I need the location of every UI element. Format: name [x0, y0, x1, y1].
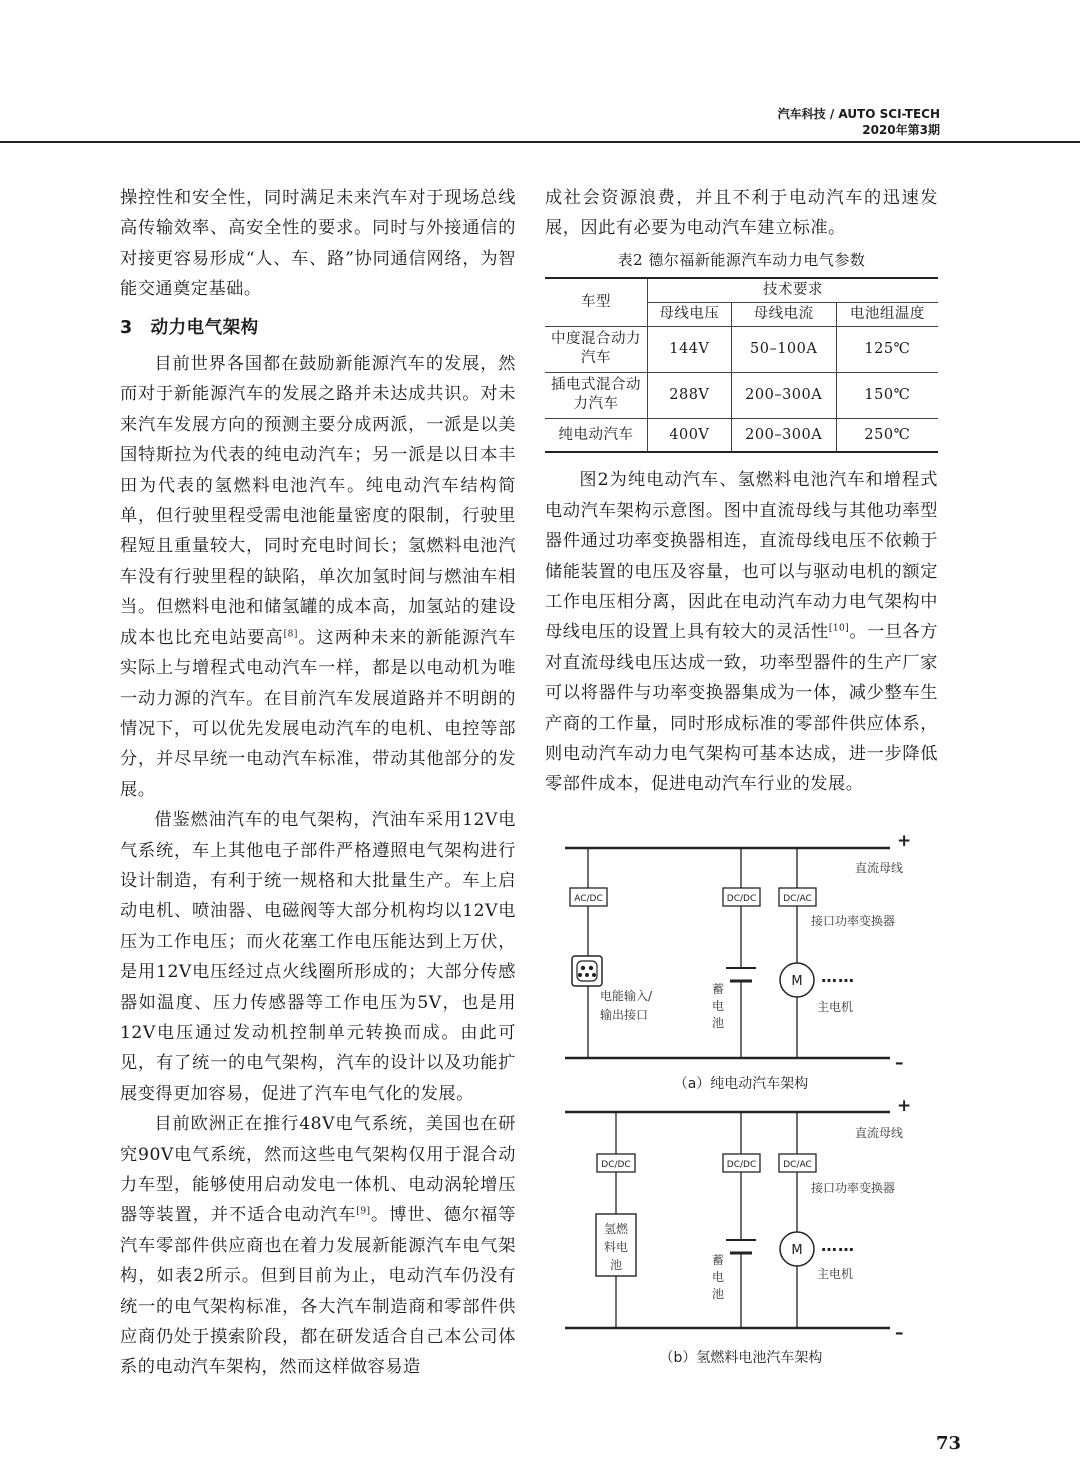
- dc-bus-label: 直流母线: [855, 1126, 904, 1140]
- running-header: [778, 106, 940, 138]
- issue-number: 2020年第3期: [862, 123, 940, 137]
- header-bus-current: 母线电流: [731, 302, 836, 326]
- main-motor-label: 主电机: [817, 1267, 854, 1281]
- converter-label: 接口功率变换器: [811, 914, 896, 928]
- paragraph: 成社会资源浪费，并且不利于电动汽车的迅速发展，因此有必要为电动汽车建立标准。: [545, 188, 938, 239]
- minus-terminal: –: [895, 1323, 904, 1343]
- ellipsis: ……: [821, 1236, 855, 1255]
- citation: [9]: [356, 1206, 371, 1217]
- header-vehicle: 车型: [545, 278, 648, 327]
- header-rule: [0, 141, 1080, 143]
- fuel-cell-label: 池: [609, 1258, 623, 1272]
- paragraph-text: 。博世、德尔福等汽车零部件供应商也在着力发展新能源汽车电气架构，如表2所示。但到目前为止，电动汽车仍没有统一的电气架构标准，各大汽车制造商和零部件供应商仍处于摸索阶段，都在研发适合自己本公司体系的电动汽车架构，然而这样做容易造: [120, 1205, 516, 1378]
- cell-voltage: 400V: [648, 418, 732, 452]
- battery-label: 蓄: [712, 982, 725, 996]
- battery-label: 电: [712, 999, 725, 1013]
- fuel-cell-label: 料电: [603, 1240, 629, 1254]
- paragraph-text: 目前欧洲正在推行48V电气系统，美国也在研究90V电气系统，然而这些电气架构仅用于混合动力车型，能够使用启动发电一体机、电动涡轮增压器等装置，并不适合电动汽车: [120, 1114, 516, 1226]
- acdc-label: AC/DC: [574, 894, 603, 904]
- battery-label: 蓄: [712, 1253, 725, 1267]
- main-motor-label: 主电机: [817, 1000, 854, 1014]
- caption-b: （b）氢燃料电池汽车架构: [659, 1350, 823, 1366]
- paragraph: 借鉴燃油汽车的电气架构，汽油车采用12V电气系统，车上其他电子部件严格遵照电气架构进行设计制造，有利于统一规格和大批量生产。车上启动电机、喷油器、电磁阀等大部分机构均以12V电压为工作电压；而火花塞工作电压能达到上万伏，是用12V电压经过点火线圈所形成的；大部分传感器如温度、压力传感器等工作电压为5V，也是用12V电压通过发动机控制单元转换而成。由此可见，有了统一的电气架构，汽车的设计以及功能扩展变得更加容易，促进了汽车电气化的发展。: [120, 810, 516, 1104]
- table-row: [545, 418, 938, 452]
- paragraph-text: 。一旦各方对直流母线电压达成一致，功率型器件的生产厂家可以将器件与功率变换器集成为一体，减少整车生产商的工作量，同时形成标准的零部件供应体系，则电动汽车动力电气架构可基本达成，进一步降低零部件成本，促进电动汽车行业的发展。: [545, 622, 938, 795]
- architecture-figure: [545, 828, 938, 1380]
- table-row: [545, 326, 938, 372]
- battery-label: 池: [712, 1016, 725, 1030]
- left-column: [120, 183, 516, 1383]
- citation: [10]: [828, 623, 850, 634]
- journal-name: 汽车科技 / AUTO SCI-TECH: [777, 107, 940, 121]
- dcdc-label: DC/DC: [601, 1160, 631, 1170]
- battery-label: 池: [712, 1287, 725, 1301]
- paragraph-text: 。这两种未来的新能源汽车实际上与增程式电动汽车一样，都是以电动机为唯一动力源的汽车。在目前汽车发展道路并不明朗的情况下，可以优先发展电动汽车的电机、电控等部分，并尽早统一电动汽车标准，带动其他部分的发展。: [120, 627, 516, 800]
- port-label: 输出接口: [600, 1008, 649, 1022]
- battery-label: 电: [712, 1270, 725, 1284]
- header-battery-temp: 电池组温度: [836, 302, 938, 326]
- cell-current: 200–300A: [731, 418, 836, 452]
- cell-vehicle: 中度混合动力汽车: [545, 326, 648, 372]
- paragraph: 操控性和安全性，同时满足未来汽车对于现场总线高传输效率、高安全性的要求。同时与外接通信的对接更容易形成“人、车、路”协同通信网络，为智能交通奠定基础。: [120, 188, 516, 300]
- paragraph: [120, 1109, 516, 1383]
- cell-temp: 125℃: [836, 326, 938, 372]
- paragraph-text: 图2为纯电动汽车、氢燃料电池汽车和增程式电动汽车架构示意图。图中直流母线与其他功率型器件通过功率变换器相连，直流母线电压不依赖于储能装置的电压及容量，也可以与驱动电机的额定工作电压相分离，因此在电动汽车动力电气架构中母线电压的设置上具有较大的灵活性: [545, 470, 938, 643]
- dc-bus-label: 直流母线: [855, 861, 904, 875]
- cell-voltage: 144V: [648, 326, 732, 372]
- page-number: 73: [936, 1433, 962, 1454]
- cell-current: 200–300A: [731, 372, 836, 418]
- dcdc-label: DC/DC: [726, 1160, 757, 1170]
- paragraph: [545, 465, 938, 799]
- dcdc-label: DC/DC: [726, 894, 757, 904]
- fuel-cell-label: 氢燃: [603, 1222, 629, 1236]
- plus-terminal: +: [897, 831, 912, 851]
- right-column: [545, 183, 938, 800]
- paragraph-text: 目前世界各国都在鼓励新能源汽车的发展，然而对于新能源汽车的发展之路并未达成共识。对未来汽车发展方向的预测主要分成两派，一派是以美国特斯拉为代表的纯电动汽车；另一派是以日本丰田为代表的氢燃料电池汽车。纯电动汽车结构简单，但行驶里程受需电池能量密度的限制，行驶里程短且重量较大，同时充电时间长；氢燃料电池汽车没有行驶里程的缺陷，单次加氢时间与燃油车相当。但燃料电池和储氢罐的成本高，加氢站的建设成本也比充电站要高: [120, 354, 516, 648]
- motor-label: M: [791, 974, 803, 989]
- dcac-label: DC/AC: [783, 894, 812, 904]
- motor-label: M: [791, 1243, 803, 1258]
- table-caption: 表2 德尔福新能源汽车动力电气参数: [617, 250, 866, 269]
- section-title: 3 动力电气架构: [120, 317, 259, 338]
- cell-vehicle: 纯电动汽车: [545, 418, 648, 452]
- header-bus-voltage: 母线电压: [648, 302, 732, 326]
- cell-vehicle: 插电式混合动力汽车: [545, 372, 648, 418]
- ellipsis: ……: [821, 967, 855, 986]
- caption-a: （a）纯电动汽车架构: [673, 1076, 809, 1092]
- citation: [8]: [283, 628, 298, 639]
- minus-terminal: –: [895, 1053, 904, 1073]
- port-label: 电能输入/: [600, 989, 653, 1003]
- cell-temp: 250℃: [836, 418, 938, 452]
- header-tech-requirements: 技术要求: [648, 278, 939, 303]
- architecture-diagram: [545, 828, 938, 1376]
- cell-current: 50–100A: [731, 326, 836, 372]
- cell-voltage: 288V: [648, 372, 732, 418]
- dcac-label: DC/AC: [783, 1160, 812, 1170]
- plus-terminal: +: [897, 1096, 912, 1116]
- paragraph: [120, 349, 516, 805]
- params-table: [545, 277, 938, 454]
- cell-temp: 150℃: [836, 372, 938, 418]
- table-row: [545, 372, 938, 418]
- converter-label: 接口功率变换器: [811, 1181, 896, 1195]
- figure-labels: [574, 831, 911, 1366]
